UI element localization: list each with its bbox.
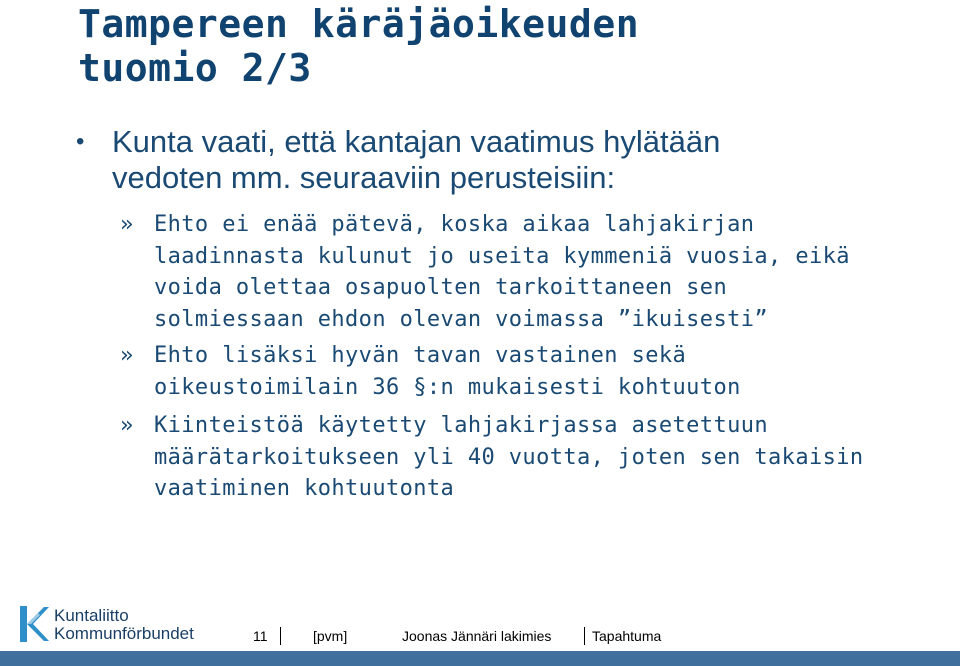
- logo-text-kommunforbundet: Kommunförbundet: [54, 624, 194, 643]
- main-bullet-text: Kunta vaati, että kantajan vaatimus hylätään vedoten mm. seuraaviin perusteisiin:: [112, 124, 721, 195]
- sub-item-marker: »: [120, 413, 134, 438]
- bullet-marker: •: [76, 128, 85, 155]
- footer-separator: [280, 627, 281, 645]
- logo-text-kuntaliitto: Kuntaliitto: [54, 606, 129, 625]
- sub-item-text: Ehto lisäksi hyvän tavan vastainen sekä oikeustoimilain 36 §:n mukaisesti kohtuuton: [154, 343, 741, 400]
- main-bullet: [76, 124, 936, 196]
- sub-item: [120, 410, 940, 505]
- footer-author: Joonas Jännäri lakimies: [402, 628, 552, 644]
- footer-event: Tapahtuma: [592, 628, 662, 644]
- footer-bar: [0, 651, 960, 666]
- footer-page-number: 11: [253, 628, 268, 644]
- kuntaliitto-logo-icon: [18, 604, 50, 644]
- footer-date: [pvm]: [313, 628, 348, 644]
- sub-item-text: Ehto ei enää pätevä, koska aikaa lahjakirjan laadinnasta kulunut jo useita kymmeniä vuosia, eikä voida olettaa osapuolten tarkoittaneen sen solmiessaan ehdon olevan voimassa ”ikuisesti”: [154, 212, 850, 332]
- sub-item-marker: »: [120, 343, 134, 368]
- sub-item: [120, 209, 940, 335]
- footer-separator: [584, 627, 585, 645]
- slide-title: Tampereen käräjäoikeuden tuomio 2/3: [78, 2, 640, 90]
- sub-item: [120, 340, 940, 403]
- kuntaliitto-logo: [18, 604, 218, 646]
- sub-item-text: Kiinteistöä käytetty lahjakirjassa asetettuun määrätarkoitukseen yli 40 vuotta, joten sen takaisin vaatiminen kohtuutonta: [154, 413, 864, 501]
- sub-item-marker: »: [120, 212, 134, 237]
- slide-footer: [0, 598, 960, 666]
